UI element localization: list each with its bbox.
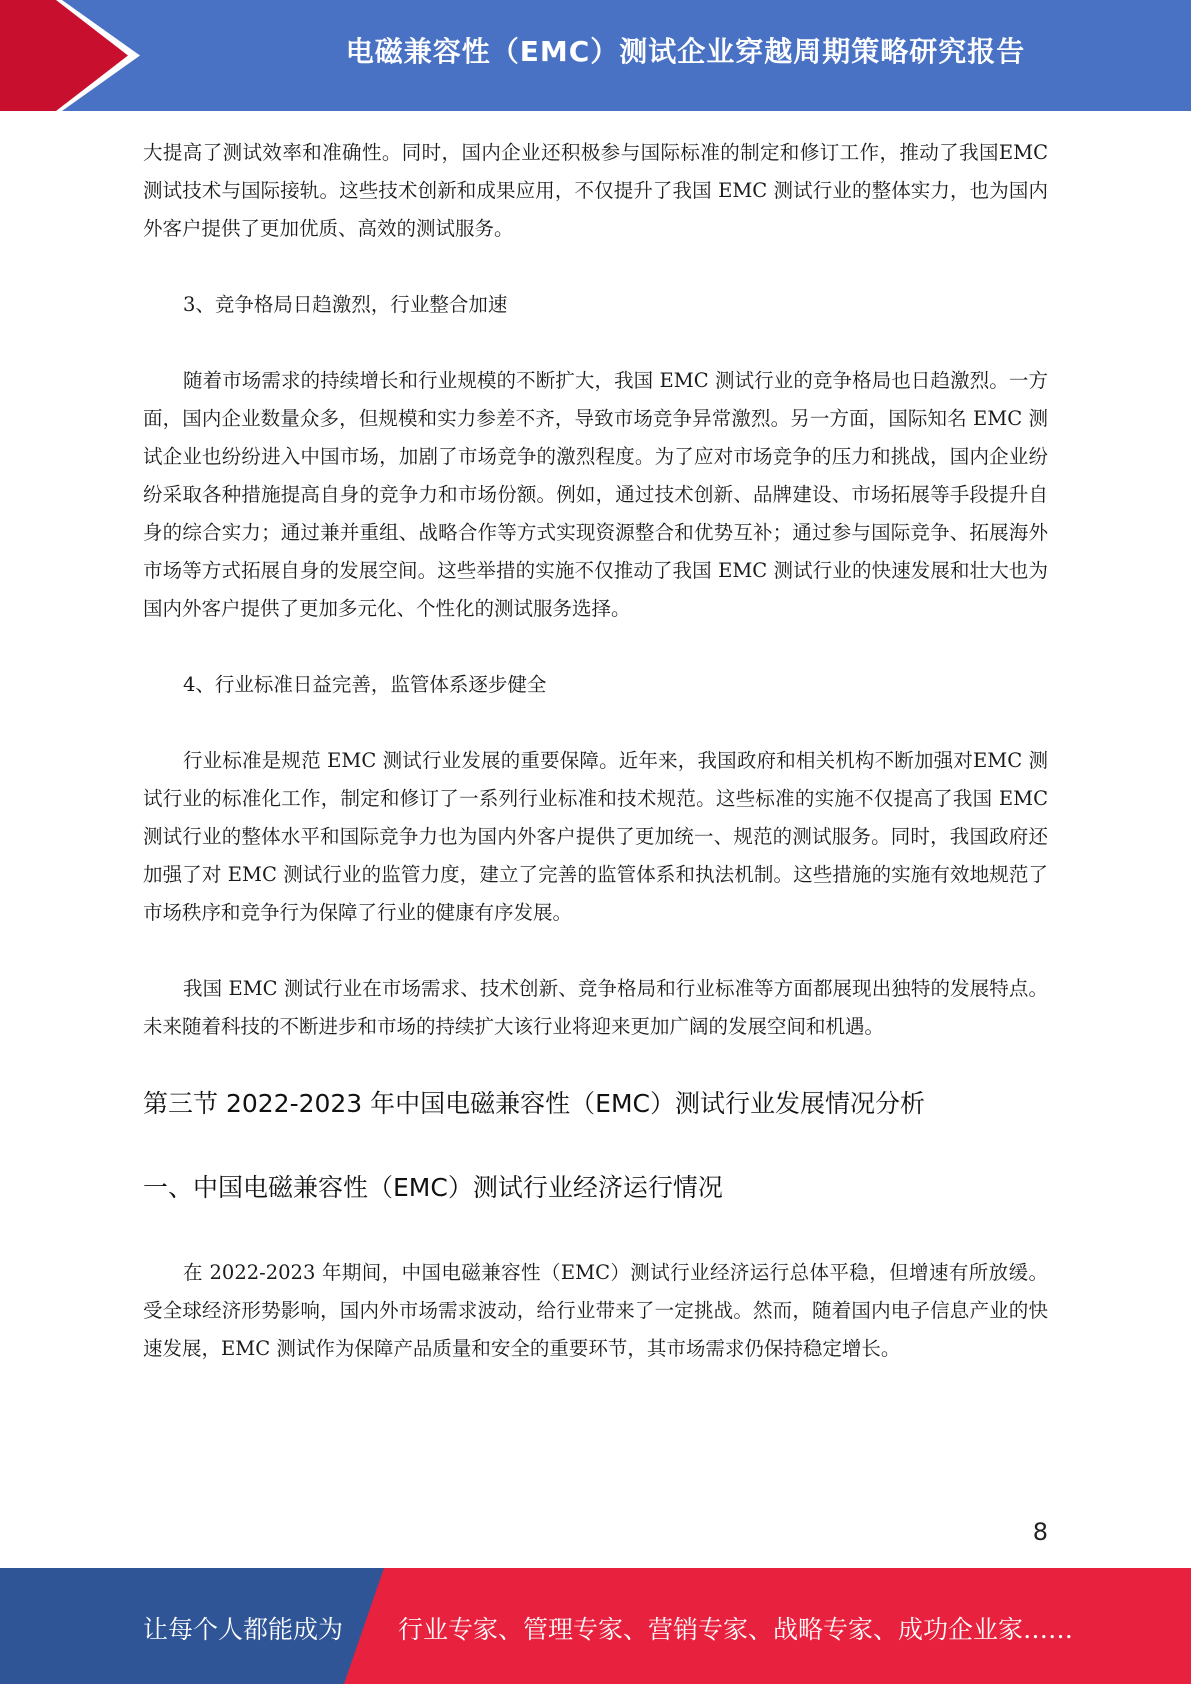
page-content: [143, 134, 1048, 1406]
page-number: 8: [1032, 1518, 1048, 1546]
page-footer: [0, 1568, 1191, 1684]
item-heading-standards: 4、行业标准日益完善，监管体系逐步健全: [183, 673, 547, 696]
section-title: 第三节 2022-2023 年中国电磁兼容性（EMC）测试行业发展情况分析: [143, 1089, 925, 1118]
footer-slogan-left: 让每个人都能成为: [143, 1615, 344, 1644]
paragraph-summary: 我国 EMC 测试行业在市场需求、技术创新、竞争格局和行业标准等方面都展现出独特的发展特点。未来随着科技的不断进步和市场的持续扩大该行业将迎来更加广阔的发展空间和机遇。: [143, 977, 1048, 1038]
page-header: [0, 0, 1191, 111]
footer-slogan-right: 行业专家、管理专家、营销专家、战略专家、成功企业家……: [398, 1615, 1074, 1644]
report-title: 电磁兼容性（EMC）测试企业穿越周期策略研究报告: [345, 35, 1026, 68]
paragraph-economic-operation: 在 2022-2023 年期间，中国电磁兼容性（EMC）测试行业经济运行总体平稳，但增速有所放缓。受全球经济形势影响，国内外市场需求波动，给行业带来了一定挑战。然而，随着国内电子信息产业的快速发展，EMC 测试作为保障产品质量和安全的重要环节，其市场需求仍保持稳定增长。: [143, 1261, 1048, 1360]
item-heading-competition: 3、竞争格局日趋激烈，行业整合加速: [183, 293, 508, 316]
subsection-title: 一、中国电磁兼容性（EMC）测试行业经济运行情况: [143, 1173, 723, 1202]
paragraph-standards: 行业标准是规范 EMC 测试行业发展的重要保障。近年来，我国政府和相关机构不断加强对EMC 测试行业的标准化工作，制定和修订了一系列行业标准和技术规范。这些标准的实施不仅提高了我国 EMC 测试行业的整体水平和国际竞争力也为国内外客户提供了更加统一、规范的测试服务。同时，我国政府还加强了对 EMC 测试行业的监管力度，建立了完善的监管体系和执法机制。这些措施的实施有效地规范了市场秩序和竞争行为保障了行业的健康有序发展。: [143, 749, 1048, 924]
paragraph-competition: 随着市场需求的持续增长和行业规模的不断扩大，我国 EMC 测试行业的竞争格局也日趋激烈。一方面，国内企业数量众多，但规模和实力参差不齐，导致市场竞争异常激烈。另一方面，国际知名 EMC 测试企业也纷纷进入中国市场，加剧了市场竞争的激烈程度。为了应对市场竞争的压力和挑战，国内企业纷纷采取各种措施提高自身的竞争力和市场份额。例如，通过技术创新、品牌建设、市场拓展等手段提升自身的综合实力；通过兼并重组、战略合作等方式实现资源整合和优势互补；通过参与国际竞争、拓展海外市场等方式拓展自身的发展空间。这些举措的实施不仅推动了我国 EMC 测试行业的快速发展和壮大也为国内外客户提供了更加多元化、个性化的测试服务选择。: [143, 369, 1048, 620]
paragraph-tech-innovation: 大提高了测试效率和准确性。同时，国内企业还积极参与国际标准的制定和修订工作，推动了我国EMC 测试技术与国际接轨。这些技术创新和成果应用，不仅提升了我国 EMC 测试行业的整体实力，也为国内外客户提供了更加优质、高效的测试服务。: [143, 141, 1048, 240]
